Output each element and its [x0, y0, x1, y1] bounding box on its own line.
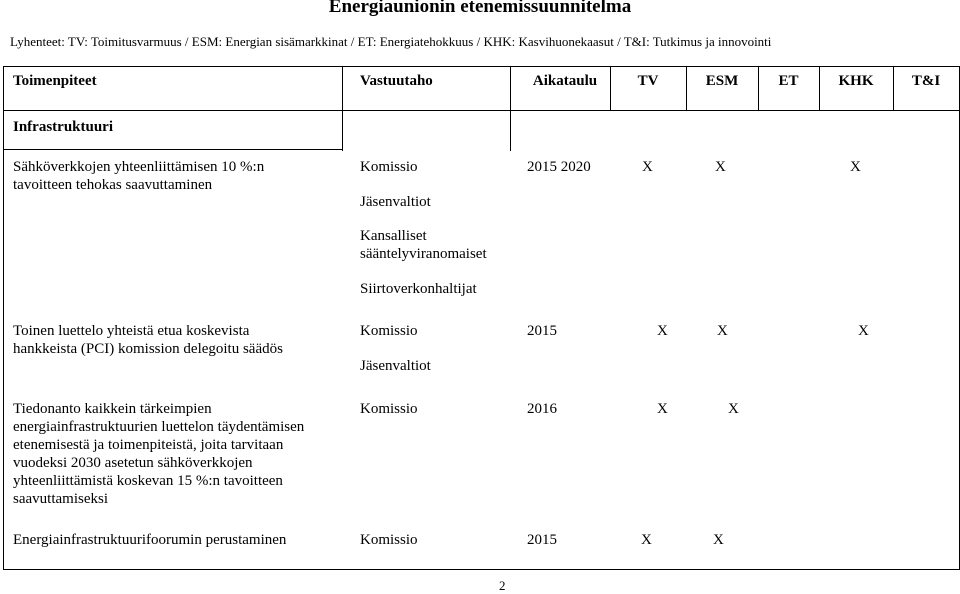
table-row-4-esm-mark: X	[713, 532, 724, 548]
table-row-1-schedule: 2015 2020	[527, 159, 591, 175]
header-measures: Toimenpiteet	[13, 73, 97, 89]
table-row-1-responsible-2: Jäsenvaltiot	[360, 194, 431, 210]
table-row-3-measure: Tiedonanto kaikkein tärkeimpien energiainfrastruktuurien luettelon täydentämisen etenemisestä ja toimenpiteistä, joita tarvitaan vuodeksi 2030 asetetun sähköverkkojen yhteenliittämistä koskevan 15 %:n tavoitteen saavuttamiseksi	[13, 401, 305, 507]
header-et: ET	[778, 73, 799, 89]
table-border-left	[3, 66, 4, 570]
table-row-2-responsible-1: Komissio	[360, 323, 418, 339]
header-tv: TV	[637, 73, 659, 89]
header-khk: KHK	[838, 73, 874, 89]
header-divider	[3, 110, 960, 111]
page-number: 2	[499, 578, 506, 593]
section-heading: Infrastruktuuri	[13, 119, 114, 135]
table-row-1-khk-mark: X	[850, 159, 861, 175]
header-schedule: Aikataulu	[532, 73, 598, 89]
table-row-1-responsible-3: Kansalliset sääntelyviranomaiset	[360, 228, 487, 262]
table-row-3-esm-mark: X	[728, 401, 739, 417]
table-row-1-responsible-1: Komissio	[360, 159, 418, 175]
column-divider-measures	[342, 66, 343, 151]
table-row-1-esm-mark: X	[715, 159, 726, 175]
table-row-2-esm-mark: X	[717, 323, 728, 339]
table-row-3-responsible-1: Komissio	[360, 401, 418, 417]
document-title: Energiaunionin etenemissuunnitelma	[328, 0, 632, 17]
table-row-2-schedule: 2015	[527, 323, 557, 339]
table-row-2-khk-mark: X	[858, 323, 869, 339]
header-ti: T&I	[911, 73, 941, 89]
table-row-1-tv-mark: X	[642, 159, 653, 175]
table-row-1-responsible-4: Siirtoverkonhaltijat	[360, 281, 477, 297]
table-border-bottom	[3, 569, 960, 570]
table-row-1-measure: Sähköverkkojen yhteenliittämisen 10 %:n tavoitteen tehokas saavuttaminen	[13, 159, 265, 193]
table-row-4-measure: Energiainfrastruktuurifoorumin perustaminen	[13, 532, 287, 548]
abbreviations-legend: Lyhenteet: TV: Toimitusvarmuus / ESM: Energian sisämarkkinat / ET: Energiatehokkuus / KHK: Kasvihuonekaasut / T&I: Tutkimus ja innovointi	[10, 34, 772, 49]
table-row-4-responsible-1: Komissio	[360, 532, 418, 548]
table-row-4-schedule: 2015	[527, 532, 557, 548]
table-row-2-tv-mark: X	[657, 323, 668, 339]
header-responsible: Vastuutaho	[360, 73, 433, 89]
table-row-3-schedule: 2016	[527, 401, 557, 417]
table-row-2-responsible-2: Jäsenvaltiot	[360, 358, 431, 374]
table-border-top	[3, 66, 960, 67]
header-esm: ESM	[705, 73, 739, 89]
table-row-2-measure: Toinen luettelo yhteistä etua koskevista hankkeista (PCI) komission delegoitu säädös	[13, 323, 283, 357]
table-row-4-tv-mark: X	[641, 532, 652, 548]
column-divider-responsible	[510, 66, 511, 151]
table-row-3-tv-mark: X	[657, 401, 668, 417]
section-divider	[3, 149, 342, 150]
